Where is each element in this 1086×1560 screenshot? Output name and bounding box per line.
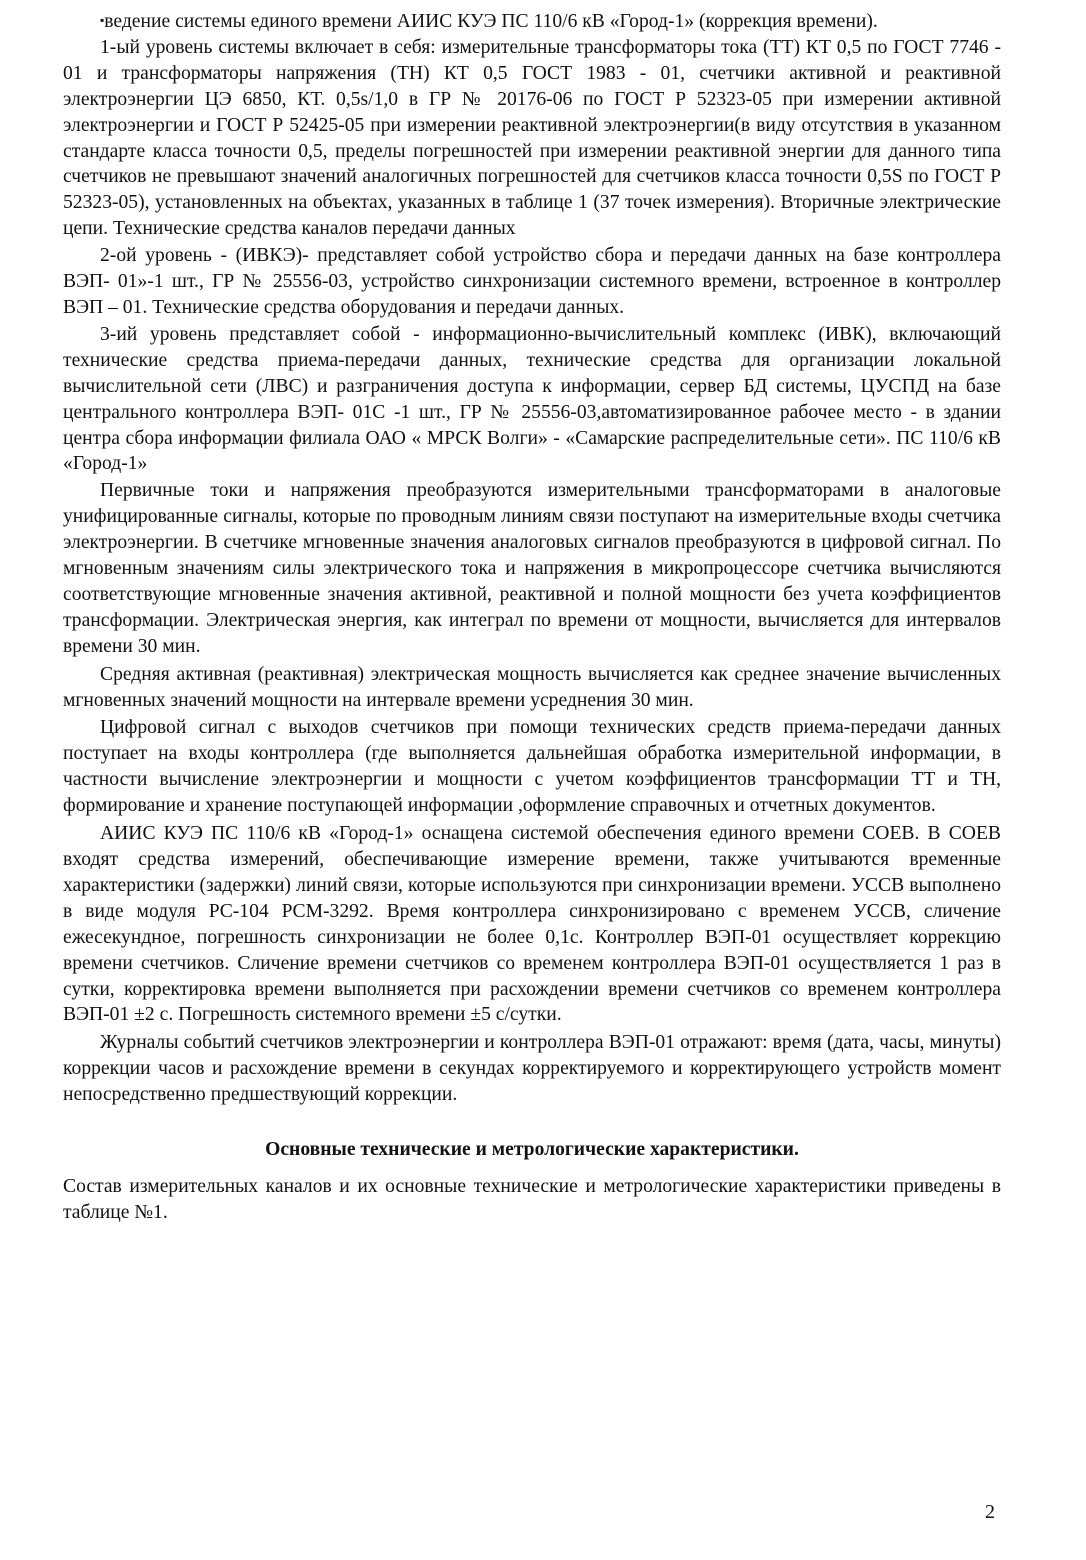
bullet-icon: ▪ xyxy=(100,13,105,27)
document-page xyxy=(63,8,1001,1226)
paragraph-level-1: 1-ый уровень системы включает в себя: измерительные трансформаторы тока (ТТ) КТ 0,5 по ГОСТ 7746 - 01 и трансформаторы напряжения (ТН) КТ 0,5 ГОСТ 1983 - 01, счетчики активной и реактивной электроэнергии ЦЭ 6850, КТ. 0,5s/1,0 в ГР № 20176-06 по ГОСТ Р 52323-05 при измерении активной электроэнергии и ГОСТ Р 52425-05 при измерении реактивной электроэнергии(в виду отсутствия в указанном стандарте класса точности 0,5, пределы погрешностей при измерении реактивной энергии для данного типа счетчиков не превышают значений аналогичных погрешностей для счетчиков класса точности 0,5S по ГОСТ Р 52323-05), установленных на объектах, указанных в таблице 1 (37 точек измерения). Вторичные электрические цепи. Технические средства каналов передачи данных xyxy=(63,36,1001,240)
paragraph-text: ведение системы единого времени АИИС КУЭ ПС 110/6 кВ «Город-1» (коррекция времени). xyxy=(104,11,878,32)
paragraph-level-2: 2-ой уровень - (ИВКЭ)- представляет собой устройство сбора и передачи данных на базе контроллера ВЭП- 01»-1 шт., ГР № 25556-03, устройство синхронизации системного времени, встроенное в контроллер ВЭП – 01. Технические средства оборудования и передачи данных. xyxy=(63,245,1001,318)
paragraph-event-logs: Журналы событий счетчиков электроэнергии и контроллера ВЭП-01 отражают: время (дата, часы, минуты) коррекции часов и расхождение времени в секундах корректируемого и корректирующего устройств момент непосредственно предшествующий коррекции. xyxy=(63,1032,1001,1106)
page-number: 2 xyxy=(985,1501,995,1523)
paragraph-average-power: Средняя активная (реактивная) электрическая мощность вычисляется как среднее значение вычисленных мгновенных значений мощности на интервале времени усреднения 30 мин. xyxy=(63,663,1001,711)
paragraph-digital-signal: Цифровой сигнал с выходов счетчиков при помощи технических средств приема-передачи данных поступает на входы контроллера (где выполняется дальнейшая обработка измерительной информации, в частности вычисление электроэнергии и мощности с учетом коэффициентов трансформации ТТ и ТН, формирование и хранение поступающей информации ,оформление справочных и отчетных документов. xyxy=(63,717,1001,817)
paragraph-time-system: АИИС КУЭ ПС 110/6 кВ «Город-1» оснащена системой обеспечения единого времени СОЕВ. В СОЕВ входят средства измерений, обеспечивающие измерение времени, также учитываются временные характеристики (задержки) линий связи, которые используются при синхронизации времени. УССВ выполнено в виде модуля PC-104 PCM-3292. Время контроллера синхронизировано с временем УССВ, сличение ежесекундное, погрешность синхронизации не более 0,1с. Контроллер ВЭП-01 осуществляет коррекцию времени счетчиков. Сличение времени счетчиков со временем контроллера ВЭП-01 осуществляется 1 раз в сутки, корректировка времени выполняется при расхождении времени счетчиков со временем контроллера ВЭП-01 ±2 с. Погрешность системного времени ±5 с/сутки. xyxy=(63,823,1001,1026)
section-heading: Основные технические и метрологические характеристики. xyxy=(265,1139,799,1161)
paragraph-time-correction xyxy=(63,8,1001,35)
paragraph-table-reference: Состав измерительных каналов и их основные технические и метрологические характеристики приведены в таблице №1. xyxy=(63,1175,1001,1223)
paragraph-primary-currents: Первичные токи и напряжения преобразуются измерительными трансформаторами в аналоговые унифицированные сигналы, которые по проводным линиям связи поступают на измерительные входы счетчика электроэнергии. В счетчике мгновенные значения аналоговых сигналов преобразуются в цифровой сигнал. По мгновенным значениям силы электрического тока и напряжения в микропроцессоре счетчика вычисляются соответствующие мгновенные значения активной, реактивной и полной мощности без учета коэффициентов трансформации. Электрическая энергия, как интеграл по времени от мощности, вычисляется для интервалов времени 30 мин. xyxy=(63,480,1001,657)
paragraph-level-3: 3-ий уровень представляет собой - информационно-вычислительный комплекс (ИВК), включающий технические средства приема-передачи данных, технические средства для организации локальной вычислительной сети (ЛВС) и разграничения доступа к информации, сервер БД системы, ЦУСПД на базе центрального контроллера ВЭП- 01С -1 шт., ГР № 25556-03,автоматизированное рабочее место - в здании центра сбора информации филиала ОАО « МРСК Волги» - «Самарские распределительные сети». ПС 110/6 кВ «Город-1» xyxy=(63,323,1001,475)
